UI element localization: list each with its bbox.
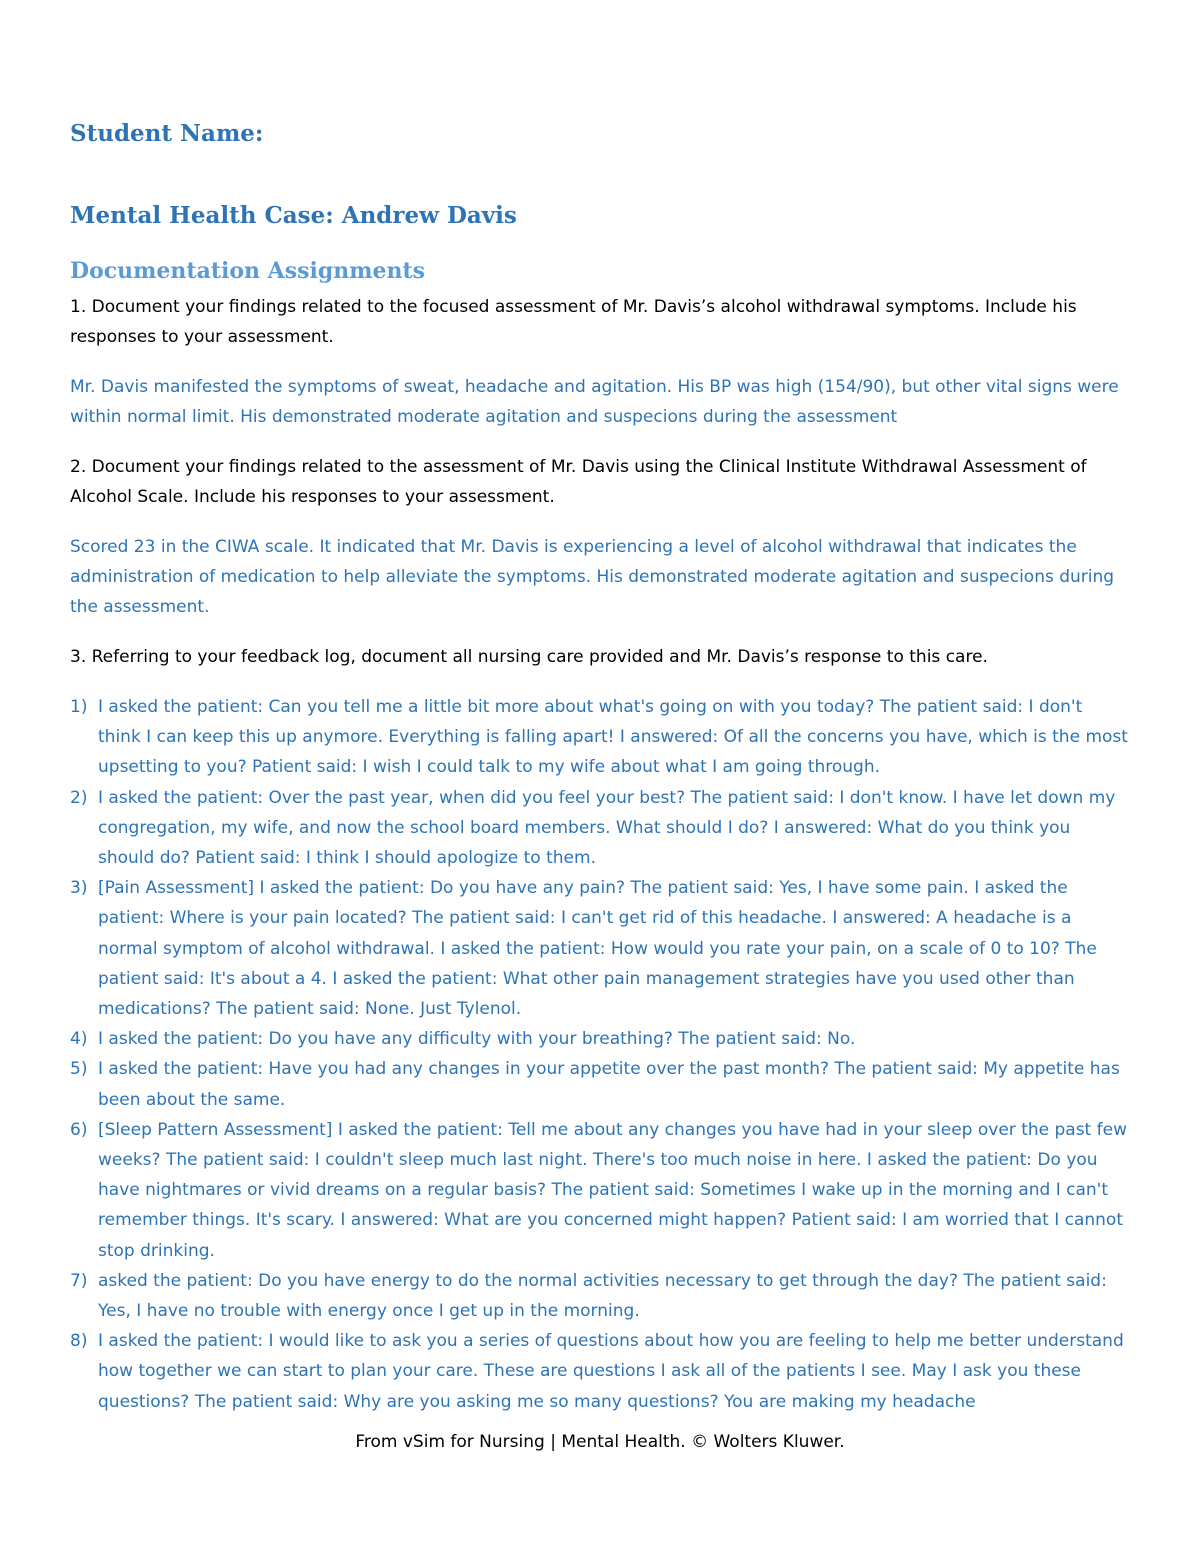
question-2-prompt: 2. Document your findings related to the assessment of Mr. Davis using the Clinical Institute Withdrawal Assessment of Alcohol Scale. Include his responses to your assessment. — [70, 457, 1087, 507]
list-item-text: I asked the patient: Over the past year, when did you feel your best? The patient said: I don't know. I have let down my congregation, my wife, and now the school board members. What should I do? I answered: What do you think you should do? Patient said: I think I should apologize to them. — [98, 787, 1116, 869]
list-item-text: I asked the patient: Do you have any difficulty with your breathing? The patient said: No. — [98, 1029, 856, 1050]
list-item-number: 7) — [70, 1270, 88, 1291]
list-item-number: 2) — [70, 787, 88, 808]
list-item — [70, 1024, 1130, 1054]
list-item — [70, 873, 1130, 1024]
list-item-text: I asked the patient: Can you tell me a little bit more about what's going on with you today? The patient said: I don't think I can keep this up anymore. Everything is falling apart! I answered: Of all the concerns you have, which is the most upsetting to you? Patient said: I wish I could talk to my wife about what I am going through. — [98, 697, 1128, 778]
question-1-answer: Mr. Davis manifested the symptoms of sweat, headache and agitation. His BP was high (154/90), but other vital signs were within normal limit. His demonstrated moderate agitation and suspecions during the assessment — [70, 377, 1119, 427]
list-item-number: 3) — [70, 878, 88, 899]
list-item-number: 1) — [70, 697, 88, 717]
list-item-text: I asked the patient: Have you had any changes in your appetite over the past month? The patient said: My appetite has been about the same. — [98, 1059, 1120, 1110]
list-item-number: 8) — [70, 1331, 88, 1352]
question-3-prompt: 3. Referring to your feedback log, document all nursing care provided and Mr. Davis’s response to this care. — [70, 647, 988, 667]
list-item — [70, 1054, 1130, 1114]
list-item — [70, 1326, 1130, 1417]
list-item — [70, 1266, 1130, 1326]
list-item — [70, 783, 1130, 874]
care-log-list — [70, 692, 1130, 1417]
list-item-text: asked the patient: Do you have energy to do the normal activities necessary to get through the day? The patient said: Yes, I have no trouble with energy once I get up in the morning. — [98, 1270, 1107, 1322]
question-1-prompt: 1. Document your findings related to the focused assessment of Mr. Davis’s alcohol withdrawal symptoms. Include his responses to your assessment. — [70, 297, 1077, 347]
section-title: Documentation Assignments — [70, 258, 426, 284]
case-title: Mental Health Case: Andrew Davis — [70, 202, 517, 229]
list-item — [70, 1115, 1130, 1266]
list-item-text: [Pain Assessment] I asked the patient: Do you have any pain? The patient said: Yes, I have some pain. I asked the patient: Where is your pain located? The patient said: I can't get rid of this headache. I answered: A headache is a normal symptom of alcohol withdrawal. I asked the patient: How would you rate your pain, on a scale of 0 to 10? The patient said: It's about a 4. I asked the patient: What other pain management strategies have you used other than medications? The patient said: None. Just Tylenol. — [98, 878, 1097, 1020]
student-name-heading: Student Name: — [70, 120, 264, 147]
page-footer: From vSim for Nursing | Mental Health. © Wolters Kluwer. — [355, 1432, 845, 1452]
list-item-number: 6) — [70, 1119, 88, 1140]
question-2-answer: Scored 23 in the CIWA scale. It indicated that Mr. Davis is experiencing a level of alcohol withdrawal that indicates the administration of medication to help alleviate the symptoms. His demonstrated moderate agitation and suspecions during the assessment. — [70, 537, 1115, 617]
list-item-text: I asked the patient: I would like to ask you a series of questions about how you are feeling to help me better understand how together we can start to plan your care. These are questions I ask all of the patients I see. May I ask you these questions? The patient said: Why are you asking me so many questions? You are making my headache — [98, 1331, 1124, 1412]
list-item — [70, 692, 1130, 783]
list-item-number: 4) — [70, 1029, 88, 1050]
list-item-number: 5) — [70, 1059, 88, 1080]
list-item-text: [Sleep Pattern Assessment] I asked the patient: Tell me about any changes you have had in your sleep over the past few weeks? The patient said: I couldn't sleep much last night. There's too much noise in here. I asked the patient: Do you have nightmares or vivid dreams on a regular basis? The patient said: Sometimes I wake up in the morning and I can't remember things. It's scary. I answered: What are you concerned might happen? Patient said: I am worried that I cannot stop drinking. — [98, 1119, 1127, 1261]
